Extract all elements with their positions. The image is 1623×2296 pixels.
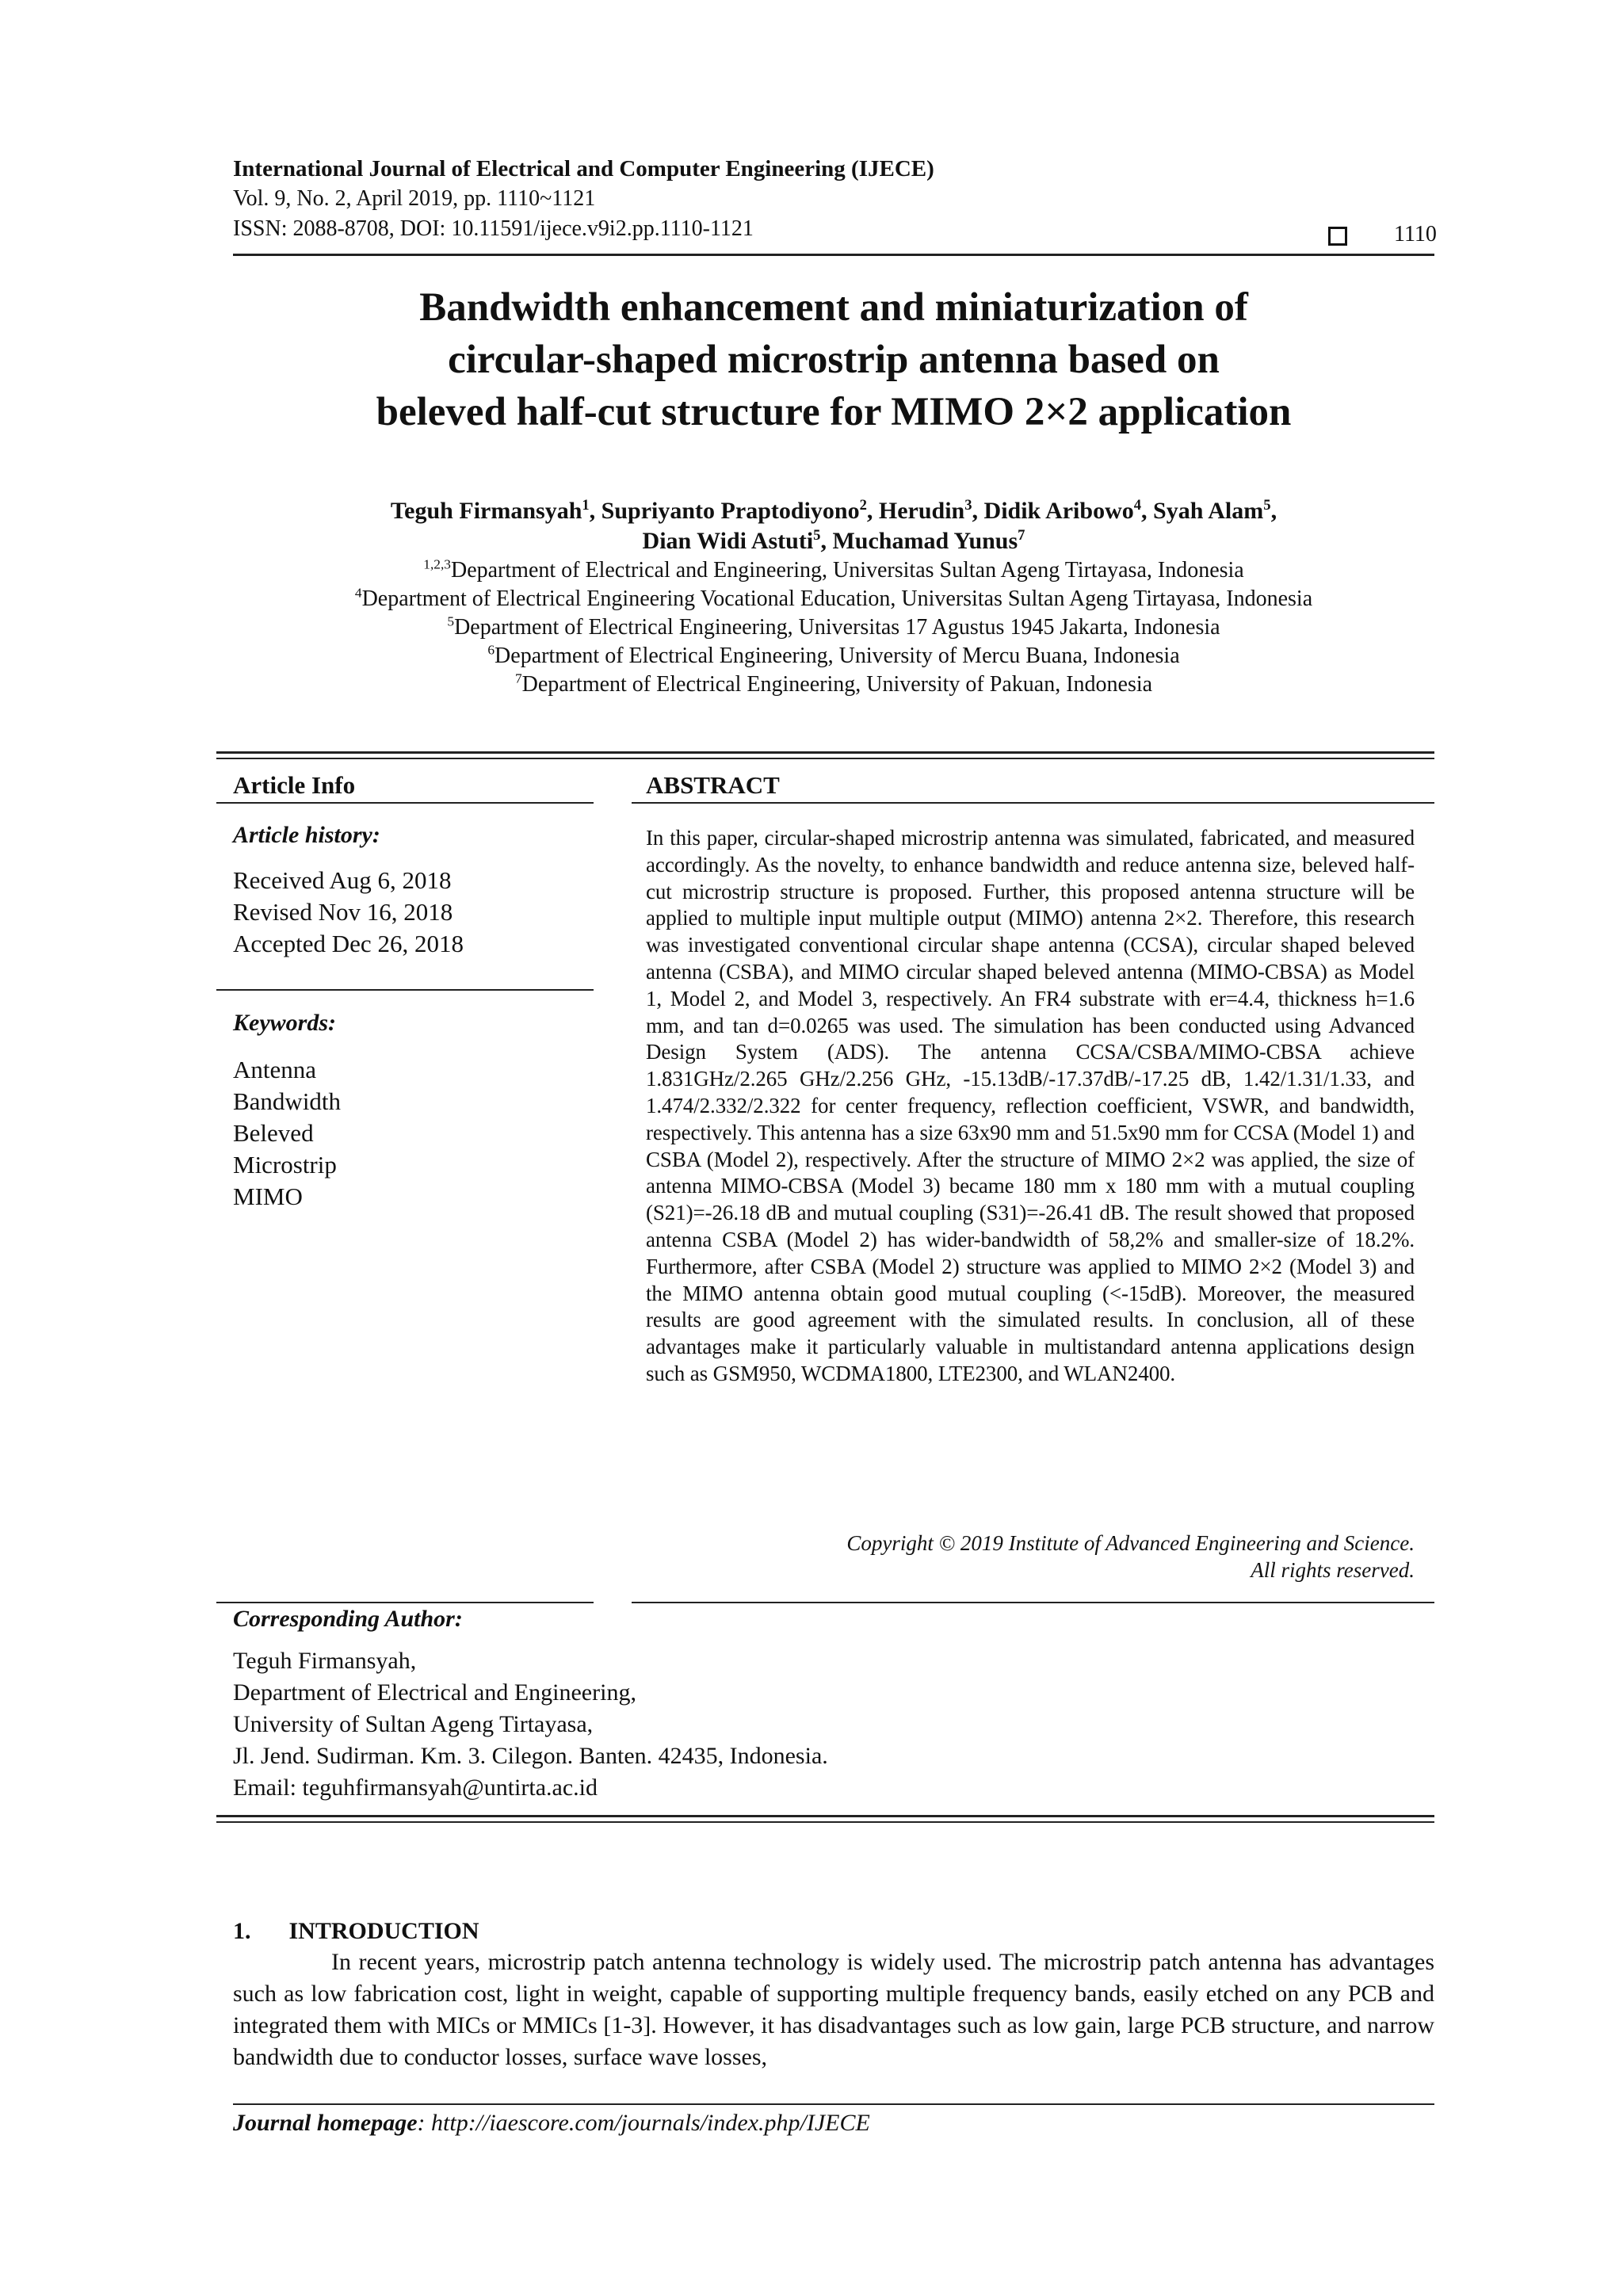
author-name: Syah Alam (1153, 498, 1264, 524)
author-sup: 1 (582, 497, 590, 514)
corresponding-name: Teguh Firmansyah, (233, 1648, 417, 1674)
affiliation-list (233, 556, 1434, 699)
copyright-line-2: All rights reserved. (1251, 1558, 1415, 1582)
keyword: Antenna (233, 1056, 317, 1083)
history-rule (216, 989, 594, 991)
footer-label: Journal homepage (233, 2110, 418, 2136)
section-title: INTRODUCTION (288, 1918, 479, 1944)
author-sup: 5 (1263, 497, 1271, 514)
box-top-rule-2 (216, 758, 1434, 759)
square-bullet-icon (1328, 227, 1347, 246)
section-number: 1. (233, 1918, 251, 1944)
author-sup: 4 (1133, 497, 1142, 514)
footer-rule (233, 2103, 1434, 2105)
corresponding-dept: Department of Electrical and Engineering, (233, 1679, 636, 1706)
affiliation-text: Department of Electrical Engineering, University of Mercu Buana, Indonesia (495, 644, 1180, 668)
footer-url[interactable]: : http://iaescore.com/journals/index.php/IJECE (417, 2110, 870, 2136)
affiliation (233, 585, 1434, 613)
corresponding-univ: University of Sultan Ageng Tirtayasa, (233, 1711, 594, 1737)
author-list: Teguh Firmansyah$^1$, Supriyanto Praptodiyono$^2$, Herudin$^3$, Didik Aribowo$^4$, Syah Alam$^5$, Dian Widi Astuti$^5$, Muchamad Yunus$^7$ (390, 497, 1277, 554)
abstract-body: In this paper, circular-shaped microstrip antenna was simulated, fabricated, and measured accordingly. As the novelty, to enhance bandwidth and reduce antenna size, beleved half-cut microstrip structure is proposed. Further, this proposed antenna structure will be applied to multiple input multiple output (MIMO) antenna 2×2. Therefore, this research was investigated conventional circular shape antenna (CCSA), circular shaped beleved antenna (CSBA), and MIMO circular shaped beleved antenna (MIMO-CBSA) as Model 1, Model 2, and Model 3, respectively. An FR4 substrate with er=4.4, thickness h=1.6 mm, and tan d=0.0265 was used. The simulation has been conducted using Advanced Design System (ADS). The antenna CCSA/CSBA/MIMO-CBSA achieve 1.831GHz/2.265 GHz/2.256 GHz, -15.13dB/-17.37dB/-17.25 dB, 1.42/1.31/1.33, and 1.474/2.332/2.322 for center frequency, reflection coefficient, VSWR, and bandwidth, respectively. This antenna has a size 63x90 mm and 51.5x90 mm for CCSA (Model 1) and CSBA (Model 2), respectively. After the structure of MIMO 2×2 was applied, the size of antenna MIMO-CBSA (Model 3) became 180 mm x 180 mm with a mutual coupling (S21)=-26.18 dB and mutual coupling (S31)=-26.41 dB. The result showed that proposed antenna CSBA (Model 2) has wider-bandwidth of 58,2% and smaller-size of 18.2%. Furthermore, after CSBA (Model 2) structure was applied to MIMO 2×2 (Model 3) and the MIMO antenna obtain good mutual coupling (<-15dB). Moreover, the measured results are good agreement with the simulated results. In conclusion, all of these advantages make it particularly valuable in multistandard antenna applications design such as GSM950, WCDMA1800, LTE2300, and WLAN2400. (646, 826, 1415, 1385)
title-line-2: circular-shaped microstrip antenna based on (448, 338, 1220, 382)
abstract-bottom-rule (632, 1602, 1434, 1603)
article-info-rule (216, 802, 594, 804)
affiliation (233, 613, 1434, 642)
title-line-1: Bandwidth enhancement and miniaturization of (419, 285, 1248, 330)
author-name: Dian Widi Astuti (642, 528, 814, 554)
affiliation-sup: 1,2,3 (423, 556, 451, 572)
author-sup: 3 (964, 497, 972, 514)
affiliation (233, 642, 1434, 670)
accepted-date: Accepted Dec 26, 2018 (233, 930, 464, 957)
affiliation (233, 670, 1434, 699)
received-date: Received Aug 6, 2018 (233, 866, 452, 894)
journal-issn-doi: ISSN: 2088-8708, DOI: 10.11591/ijece.v9i2.pp.1110-1121 (233, 216, 754, 241)
corresponding-address: Jl. Jend. Sudirman. Km. 3. Cilegon. Banten. 42435, Indonesia. (233, 1743, 828, 1769)
abstract-heading: ABSTRACT (646, 771, 780, 799)
affiliation-sup: 5 (447, 613, 455, 629)
keyword: Beleved (233, 1119, 314, 1147)
author-name: Supriyanto Praptodiyono (601, 498, 860, 524)
paper-title (233, 281, 1434, 438)
title-line-3: beleved half-cut structure for MIMO 2×2 application (376, 390, 1292, 434)
journal-header (233, 154, 934, 244)
journal-volume: Vol. 9, No. 2, April 2019, pp. 1110~1121 (233, 186, 596, 211)
affiliation-sup: 6 (487, 642, 495, 658)
intro-paragraph: In recent years, microstrip patch antenna technology is widely used. The microstrip patch antenna has advantages such as low fabrication cost, light in weight, capable of supporting multiple frequency bands, easily etched on any PCB and integrated them with MICs or MMICs [1-3]. However, it has disadvantages such as low gain, large PCB structure, and narrow bandwidth due to conductor losses, surface wave losses, (233, 1949, 1434, 2070)
journal-footer (233, 2108, 870, 2138)
corresponding-author (233, 1645, 828, 1804)
section-heading (233, 1916, 479, 1946)
box-bottom-rule-2 (216, 1821, 1434, 1823)
copyright (646, 1530, 1415, 1584)
revised-date: Revised Nov 16, 2018 (233, 898, 453, 926)
box-top-rule (216, 751, 1434, 754)
journal-name: International Journal of Electrical and Computer Engineering (IJECE) (233, 156, 934, 181)
keyword: MIMO (233, 1182, 303, 1210)
affiliation-text: Department of Electrical Engineering, Universitas 17 Agustus 1945 Jakarta, Indonesia (454, 615, 1220, 640)
abstract-rule (632, 802, 1434, 804)
keywords-heading: Keywords: (233, 1010, 336, 1036)
box-bottom-rule (216, 1815, 1434, 1817)
author-name: Didik Aribowo (983, 498, 1134, 524)
corresponding-email: Email: teguhfirmansyah@untirta.ac.id (233, 1775, 598, 1801)
affiliation-text: Department of Electrical Engineering Vocational Education, Universitas Sultan Ageng Tirtayasa, Indonesia (361, 586, 1313, 611)
affiliation (233, 556, 1434, 585)
author-name: Teguh Firmansyah (390, 498, 582, 524)
author-name: Muchamad Yunus (832, 528, 1018, 554)
affiliation-sup: 4 (354, 585, 362, 601)
affiliation-sup: 7 (514, 670, 522, 686)
author-sup: 7 (1018, 527, 1025, 544)
copyright-line-1: Copyright © 2019 Institute of Advanced Engineering and Science. (846, 1531, 1415, 1555)
article-history-heading: Article history: (233, 822, 380, 848)
page-number: 1110 (1394, 222, 1437, 246)
article-info-bottom-rule (216, 1602, 594, 1603)
page-number-block (1328, 220, 1437, 250)
author-name: Herudin (878, 498, 965, 524)
keyword: Bandwidth (233, 1087, 342, 1115)
affiliation-text: Department of Electrical Engineering, University of Pakuan, Indonesia (521, 672, 1153, 697)
author-sup: 2 (859, 497, 867, 514)
header-rule (233, 254, 1434, 256)
affiliation-text: Department of Electrical and Engineering, Universitas Sultan Ageng Tirtayasa, Indonesia (450, 558, 1244, 583)
keyword: Microstrip (233, 1151, 337, 1179)
keyword-list (233, 1054, 341, 1213)
article-info-heading: Article Info (233, 771, 356, 799)
article-history (233, 865, 464, 960)
author-sup: 5 (813, 527, 821, 544)
corresponding-heading: Corresponding Author: (233, 1606, 463, 1632)
